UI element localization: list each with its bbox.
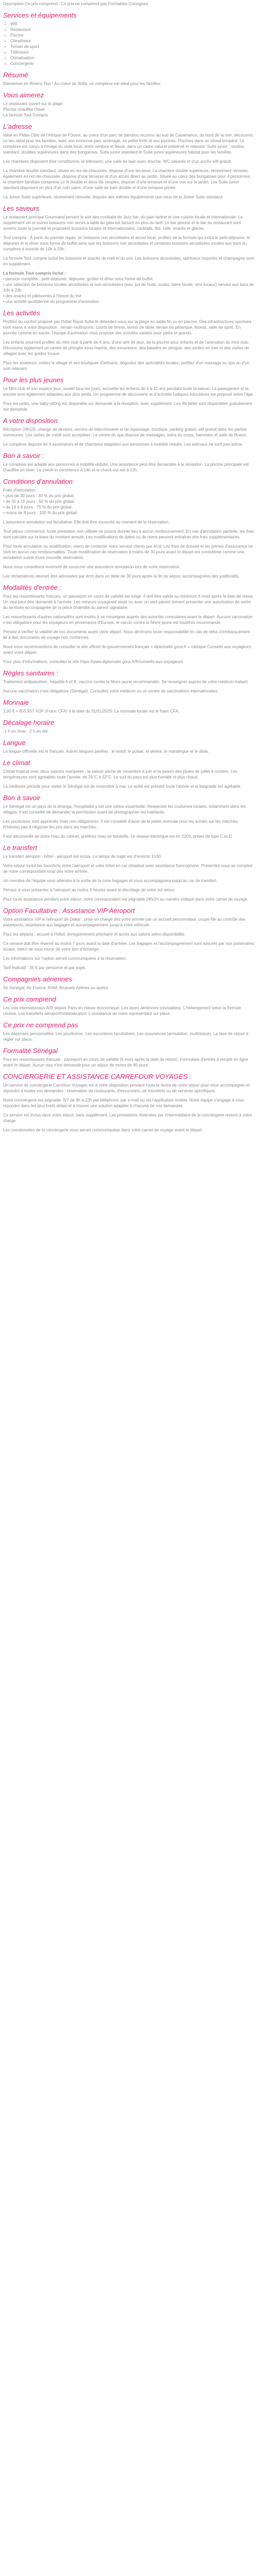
modalites-heading: Modalités d'entrée : (3, 584, 62, 591)
sanitaires-heading: Règles sanitaires : (3, 669, 58, 677)
bon-a-savoir-heading: Bon à savoir : (3, 452, 44, 460)
conditions-paragraph: Nous vous conseillons vivement de souscrire une assurance annulation lors de votre réservation. (3, 565, 181, 569)
modalites-paragraph: Pensez à vérifier la validité de vos documents avant votre départ. Nous déclinons toute responsabilité en cas de refus d'embarquement lié à des documents de voyage non conformes. (3, 630, 250, 640)
modalites-paragraph: Nous vous recommandons de consulter le site officiel du gouvernement français « diplomatie.gouv.fr » rubrique Conseils aux voyageurs avant votre départ. (3, 645, 251, 655)
formalite-paragraph: Pour les ressortissants français : passeport en cours de validité (6 mois après la date de retour). Formulaire d'entrée à remplir en ligne avant le départ. Aucun visa n'est demandé pour un séjour de moins de 90 jours. (3, 1057, 249, 1067)
saveurs-paragraph: La formule Tout compris inclut les boissons et snacks de midi et du soir. Les boissons alcoolisées, spiritueux importés et champagne sont en supplément. (3, 256, 254, 266)
petits-paragraph: Pour les petits, une baby-sitting est disponible sur demande à la réception, avec supplément. Les lits bébé sont disponibles gratuitement sur demande. (3, 401, 252, 412)
option-paragraph: Les informations sur l'option seront communiquées à la réservation. (3, 956, 127, 961)
modalites-link[interactable]: Pour plus d'informations, consultez le site https://www.diplomatie.gouv.fr/fr/conseils-aux-voyageurs (3, 659, 183, 664)
sanitaires-paragraph: Aucune vaccination n'est obligatoire (Sénégal). Consultez votre médecin ou un centre de vaccinations internationales. (3, 689, 219, 693)
cadre-paragraph: La chambre double standard, située en rez-de-chaussée, dispose d'une terrasse. La chambre double supérieure, récemment rénovée, également en rez-de-chaussée, dispose d'une terrasse et d'un accès direct au jardin. Située au cœur des bungalows pour 4 personnes, la chambre familiale comprend un lit double et deux lits simples, dispose d'une terrasse et d'une vue sur le jardin. Les Suite junior standard disposent en plus d'un coin salon, d'une salle de bain double et d'une terrasse privée. (3, 168, 251, 190)
bon-a-savoir-paragraph: Le complexe est adapté aux personnes à mobilité réduite. Une assistance peut être demandée à la réception. La piscine principale est chauffée en hiver. Le check-in commence à 14h et le check-out est à 12h. (3, 462, 249, 472)
conciergerie-heading: CONCIERGERIE ET ASSISTANCE CARREFOUR VOYAGES (3, 1073, 188, 1080)
cadre-paragraph: La Junior Suite supérieure, récemment rénovée, dispose des mêmes équipements que ceux de la Junior Suite standard. (3, 195, 223, 199)
transfert-paragraph: Pour toute assistance pendant votre séjour, notre correspondant est joignable 24h/24 au numéro indiqué dans votre carnet de voyage. (3, 897, 249, 902)
conditions-paragraph: Tout séjour commencé, toute prestation non utilisée ne pourra donner lieu à aucun remboursement. En cas d'annulation partielle, les frais sont calculés sur la base du montant annulé. Les modifications de dates ou de noms peuvent entraîner des frais supplémentaires. (3, 529, 254, 539)
climat-paragraph: La meilleure période pour visiter le Sénégal est de novembre à mai. Le soleil est présent toute l'année et la baignade est agréable. (3, 784, 241, 789)
option-paragraph: Ce service doit être réservé au moins 7 jours avant la date d'arrivée. Les bagages et l'accompagnement sont assurés par nos partenaires locaux, merci de vous munir de votre bon d'échange. (3, 941, 254, 952)
intro-text: Description Ce prix comprend : Ce prix ne comprend pas Formalités Consignes (3, 2, 149, 6)
bon-a-savoir-2-heading: Bon à savoir (3, 794, 41, 802)
list-item: • Conciergerie (10, 61, 255, 66)
cadre-heading: L'adresse (3, 123, 32, 130)
option-heading: Option Facultative : Assistance VIP Aéroport (3, 907, 135, 914)
bon-a-savoir-paragraph: Il est déconseillé de boire l'eau du robinet, préférez l'eau en bouteille. Le réseau électrique est en 220V, prises de type C et D. (3, 834, 233, 839)
option-paragraph: Pour les départs : accueil à l'hôtel, enregistrement prioritaire et accès aux salons selon disponibilité. (3, 932, 185, 937)
vous-aimerez-item: La formule Tout Compris (3, 113, 48, 117)
list-item: • Télévision (10, 49, 255, 55)
bon-a-savoir-paragraph: Le Sénégal est un pays de la teranga, l'hospitalité y est une valeur essentielle. Respectez les coutumes locales, notamment dans les villages. Il est conseillé de demander la permission avant de photographier les habitants. (3, 804, 246, 815)
langue-text: La langue officielle est le français. Autres langues parlées : le wolof, le pulaar, le sérère, le mandingue et le diola. (3, 749, 209, 754)
transfert-paragraph: Votre séjour inclut les transferts entre l'aéroport et votre hôtel en car climatisé avec assistance francophone. Présentez-vous au comptoir de notre correspondant local dès votre arrivée. (3, 863, 253, 874)
modalites-paragraph: Les ressortissants d'autres nationalités sont invités à se renseigner auprès des autorités consulaires avant le départ. Aucune vaccination n'est obligatoire pour les voyageurs en provenance d'Europe, le vaccin contre la fièvre jaune est toutefois recommandé. (3, 615, 253, 625)
conditions-paragraph: Pour toute annulation ou modification, merci de contacter notre service clients par écrit. Les frais de dossier et les primes d'assurance ne sont en aucun cas remboursables. Toute modification de réservation à moins de 30 jours avant le départ est considérée comme une annulation suivie d'une nouvelle réservation. (3, 544, 253, 560)
activites-paragraph: Profitez du confort proposé par l'hôtel Royal Sofia et détendez-vous sur la plage en sable fin ou en piscine. Des infrastructures sportives sont mises à votre disposition : terrain multisports, courts de tennis, tennis de table, terrain de pétanque, fitness, salle de sport. En journée comme en soirée, l'équipe d'animation vous propose des activités variées pour petits et grands. (3, 319, 252, 335)
sanitaires-paragraph: Traitement antipaludéen, hépatite A et B, vaccins contre la fièvre jaune recommandés. Se renseigner auprès de votre médecin traitant. (3, 680, 249, 684)
disposition-paragraph: Le complexe dispose de 4 ascenseurs et de chambres adaptées aux personnes à mobilité réduite. Les animaux ne sont pas admis. (3, 442, 244, 447)
saveurs-heading: Les saveurs (3, 205, 40, 212)
prix-comprend-heading: Ce prix comprend (3, 995, 56, 1003)
compagnies-text: Air Sénégal, Air France, RAM, Brussels Airlines ou autres. (3, 986, 109, 990)
list-item: • Piscine (10, 32, 255, 38)
list-item: • Restaurant (10, 27, 255, 32)
formalite-heading: Formalité Sénégal (3, 1047, 58, 1055)
transfert-heading: Le transfert (3, 844, 37, 852)
resume-heading: Résumé (3, 71, 28, 79)
tout-compris-list: • pension complète : petit-déjeuner, déjeuner, goûter et dîner sous forme de buffet • une sélection de boissons locales alcoolisées et non-alcoolisées (eau, jus de fruits, sodas, bière locale, vins locaux) servies aux bars de 10h à 23h • des snacks et pâtisseries à l'heure du thé • une activité quotidienne du programme d'animation (3, 277, 254, 304)
conditions-paragraph: L'assurance annulation est facultative. Elle doit être souscrite au moment de la réservation. (3, 520, 170, 524)
cadre-paragraph: Les chambres disposent d'air conditionné, la télévision, une salle de bain avec douche, WC séparés et d'un accès wifi gratuit. (3, 159, 232, 164)
list-item: • Climatisation (10, 55, 255, 61)
conditions-paragraph: Les réclamations devront être adressées par écrit dans un délai de 30 jours après la fin du séjour, accompagnées des justificatifs. (3, 574, 240, 579)
conciergerie-paragraph: Un service de conciergerie Carrefour Voyages est à votre disposition pendant toute la durée de votre séjour pour vous accompagner et répondre à toutes vos demandes : réservation de restaurants, d'excursions, de transferts ou de services spécifiques. (3, 1083, 250, 1093)
services-list (3, 21, 255, 66)
prix-ne-comprend-text: Les dépenses personnelles. Les pourboires. Les excursions facultatives. Les assurances (annulation, multirisque). La taxe de séjour à régler sur place. (3, 1031, 249, 1042)
compagnies-heading: Compagnies aériennes (3, 975, 72, 983)
transfert-paragraph: Un membre de l'équipe vous attendra à la sortie de la zone bagages et vous accompagnera jusqu'au car de transfert. (3, 878, 218, 883)
modalites-paragraph: Pour les ressortissants français, un passeport en cours de validité est exigé. Il doit être valide au minimum 6 mois après la date de retour. Un visa peut être demandé à l'arrivée. Les mineurs voyageant seuls ou avec un seul parent doivent présenter une autorisation de sortie du territoire accompagnée de la pièce d'identité du parent signataire. (3, 594, 254, 610)
activites-heading: Les activités (3, 309, 40, 317)
resume-text: Bienvenue en Riviera Tejo ! Au coeur de Sofia, un complexe est idéal pour les familles. (3, 81, 162, 86)
prix-ne-comprend-heading: Ce prix ne comprend pas (3, 1021, 78, 1029)
list-item: • Climatiseur (10, 38, 255, 44)
option-paragraph: Votre assistance VIP à l'aéroport de Dakar : prise en charge dès votre arrivée par un accueil personnalisé, coupe-file au contrôle des passeports, assistance aux bagages et accompagnement jusqu'à votre véhicule. (3, 917, 246, 927)
langue-heading: Langue (3, 739, 26, 747)
petits-heading: Pour les plus jeunes (3, 376, 64, 384)
vous-aimerez-item: Piscine chauffée l'hiver (3, 107, 45, 112)
conciergerie-paragraph: Notre conciergerie est joignable 7j/7 de 8h à 22h par téléphone, par e-mail ou via l'application mobile. Notre équipe s'engage à vous répondre dans les plus brefs délais et à trouver une solution adaptée à chacune de vos demandes. (3, 1098, 244, 1108)
cadre-paragraph: Idéal en Petite Côte de l'Afrique de l'Ouest, au coeur d'un parc de bambou reconnu au sud de Casamance, du bord de la mer, découvrez ce lieu idéal pour les familles, avec son immense parc aménagé, sa petite forêt et ses piscines. Piscines dans un climat tempéré. Le complexe est conçu à l'image du style local, entre verdure et fleurs, dans un cadre naturel préservé et relaxant. Suite junior : studios standard, doubles supérieures dans des bungalows. Suite junior standard et Suite junior supérieures habitat pour les familles. (3, 133, 253, 155)
services-heading: Services et équipements (3, 11, 77, 19)
vous-aimerez-heading: Vous aimerez (3, 91, 44, 99)
list-item: • Terrain de sport (10, 44, 255, 49)
tout-compris-heading: La formule Tout compris inclut : (3, 271, 66, 276)
activites-paragraph: Les enfants pourront profiter du mini-club à partir de 4 ans, d'une aire de jeux, de la piscine pour enfants et de l'animation du mini-club. Découvrez également un centre de plongée sous-marine, des excursions, des balades en pirogue, des sorties en mer et des visites de villages avec les guides locaux. (3, 340, 249, 356)
page-content (0, 0, 258, 1133)
prix-comprend-text: Les vols internationaux A/R depuis Paris en classe économique. Les taxes aériennes (révisables). L'hébergement selon la formule choisie. Les transferts aéroport/hôtel/aéroport. L'assistance de notre représentant sur place. (3, 1006, 241, 1016)
saveurs-paragraph: Le restaurant principal Gourmand servant le soir des cocktails de Jazz bar, du pain tartiné et une cuisine locale et internationale. Le supplément vin et autres boissons non servis à table du gala est facturé en plus du tarif. Le bar piscine et le bar du restaurant sont ouverts toute la journée et proposent boissons locales et internationales, cocktails, thé, café, snacks et glaces. (3, 215, 243, 231)
option-paragraph: Tarif indicatif : 35 € par personne et par trajet. (3, 965, 86, 970)
transfert-paragraph: Le transfert aéroport - hôtel - aéroport est inclus. Le temps de trajet est d'environ 1h30. (3, 854, 162, 859)
climat-heading: Le climat (3, 759, 30, 767)
saveurs-paragraph: Tout compris : À partir du premier repas, en boissons non alcoolisées et alcool local, profitez de la formule qui inclut le petit-déjeuner, le déjeuner et le dîner sous forme de buffet ainsi que les boissons non alcoolisées et certaines boissons alcoolisées locales aux bars du complexe à volonté de 10h à 23h. (3, 235, 250, 251)
list-item: • Wifi (10, 21, 255, 27)
monnaie-heading: Monnaie (3, 699, 29, 706)
conditions-intro: Frais d'annulation : (3, 488, 38, 493)
conditions-list: • plus de 30 jours : 30 % du prix global • de 30 à 15 jours : 50 % du prix global • de 14 à 8 jours : 75 % du prix global • moins de 8 jours : 100 % du prix global (3, 494, 77, 515)
transfert-paragraph: Pensez à vous présenter à l'aéroport au moins 3 heures avant le décollage de votre vol retour. (3, 888, 175, 892)
conditions-heading: Conditions d'annulation (3, 478, 73, 485)
climat-paragraph: Climat tropical avec deux saisons marquées : la saison sèche de novembre à juin et la saison des pluies de juillet à octobre. Les températures sont agréables toute l'année, de 25°C à 32°C. Le sud du pays est plus humide et plus chaud. (3, 769, 238, 779)
decalage-heading: Décalage horaire (3, 719, 55, 726)
decalage-text: -1 h en hiver, -2 h en été (3, 729, 48, 734)
activites-paragraph: Pour les amateurs, visitez le village et ses boutiques d'artisans, dégustez des spécialités locales, profitez d'un massage au spa ou d'un soin relaxant. (3, 361, 250, 371)
disposition-heading: A votre disposition (3, 417, 58, 425)
conciergerie-paragraph: Ce service est inclus dans votre séjour, sans supplément. Les prestations réservées par l'intermédiaire de la conciergerie restent à votre charge. (3, 1113, 252, 1123)
conciergerie-paragraph: Les coordonnées de la conciergerie vous seront communiquées dans votre carnet de voyage avant le départ. (3, 1128, 203, 1132)
monnaie-text: 1,00 € = 655,957 XOF (Franc CFA) à la date du 01/01/2025. La monnaie locale est le franc CFA. (3, 709, 180, 714)
vous-aimerez-item: Le restaurant ouvert sur la plage (3, 101, 63, 106)
petits-paragraph: Le Mini-club et son espace jeux, ouvert tous les jours, accueille les enfants de 4 à 12 ans pendant toute la saison. La pataugeoire et la piscine sont également adaptées aux plus petits. Un programme de découverte et d'activités ludiques éducatives est proposé selon l'âge. (3, 386, 254, 397)
disposition-paragraph: Réception 24h/24, change de devises, service de blanchisserie et de repassage, boutique, parking gratuit, wifi gratuit dans les parties communes. Les cartes de crédit sont acceptées. Le centre de spa dispose de massages, soins du corps, hammam et salle de fitness. (3, 427, 248, 437)
bon-a-savoir-paragraph: Les pourboires sont appréciés mais non obligatoires. Il est conseillé d'avoir de la petite monnaie pour les achats sur les marchés. N'hésitez pas à négocier les prix dans les marchés. (3, 819, 239, 829)
